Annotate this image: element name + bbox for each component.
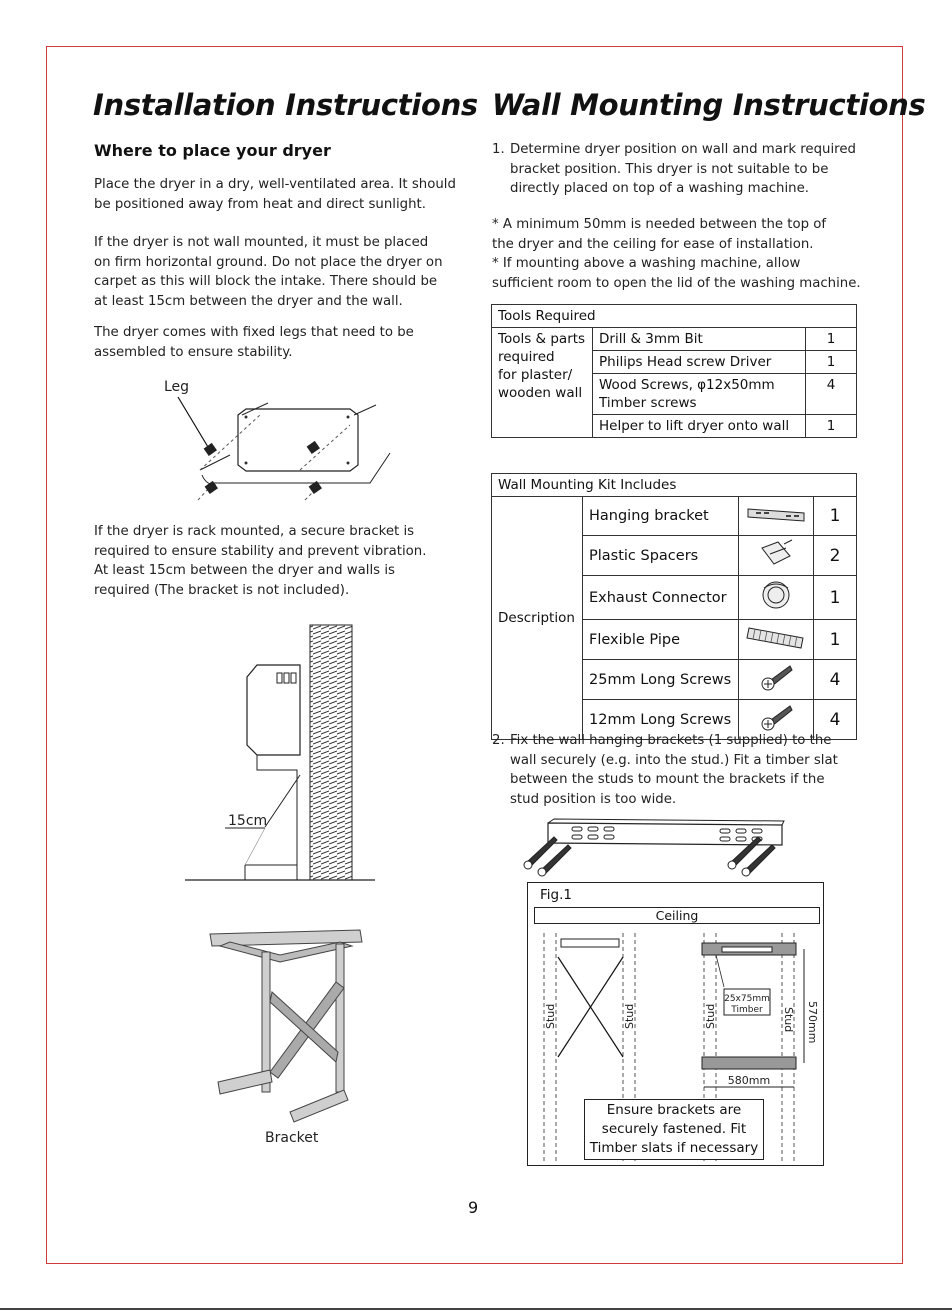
stud-label: Stud xyxy=(544,1003,557,1029)
stud-label: Stud xyxy=(704,1003,717,1029)
timber-size-label: 25x75mm xyxy=(724,994,770,1004)
text-line: Place the dryer in a dry, well-ventilated area. It should xyxy=(94,177,456,192)
kit-header: Wall Mounting Kit Includes xyxy=(492,474,857,497)
kit-item: Exhaust Connector xyxy=(583,576,739,620)
text-line: Determine dryer position on wall and mark required xyxy=(510,142,856,157)
step-2-number: 2. xyxy=(492,733,505,748)
clearance-label: 15cm xyxy=(228,813,268,829)
tools-header: Tools Required xyxy=(492,305,857,328)
text-line: sufficient room to open the lid of the washing machine. xyxy=(492,275,861,291)
tools-group-cell xyxy=(492,328,593,438)
text-line: required (The bracket is not included). xyxy=(94,582,350,598)
text-line: be positioned away from heat and direct sunlight. xyxy=(94,196,426,212)
text-line: directly placed on top of a washing machine. xyxy=(510,181,810,196)
tool-qty: 4 xyxy=(806,374,857,415)
text-line: securely fastened. Fit xyxy=(601,1121,747,1137)
tool-qty: 1 xyxy=(806,328,857,351)
hanging-bracket-icon xyxy=(746,503,806,525)
placement-subtitle: Where to place your dryer xyxy=(94,141,331,160)
kit-item: Flexible Pipe xyxy=(583,620,739,660)
kit-qty: 1 xyxy=(814,620,857,660)
step-1-number: 1. xyxy=(492,142,505,157)
table-header-row xyxy=(492,305,857,328)
kit-icon-cell xyxy=(739,660,814,700)
clearance-notes xyxy=(492,215,861,293)
rack-paragraph xyxy=(94,522,426,600)
height-dimension: 570mm xyxy=(806,1001,819,1044)
page-number: 9 xyxy=(468,1198,479,1217)
text-line: between the studs to mount the brackets if the xyxy=(510,772,825,787)
text-line: wall securely (e.g. into the stud.) Fit a timber slat xyxy=(510,752,838,768)
text-line: At least 15cm between the dryer and walls is xyxy=(94,563,395,578)
text-line: * A minimum 50mm is needed between the top of xyxy=(492,217,827,232)
ground-paragraph xyxy=(94,233,443,311)
kit-qty: 1 xyxy=(814,497,857,536)
text-line: If the dryer is rack mounted, a secure bracket is xyxy=(94,524,415,539)
step-1-text xyxy=(510,140,856,199)
wall-clearance-diagram xyxy=(185,615,385,890)
legs-paragraph xyxy=(94,323,414,362)
text-line: If the dryer is not wall mounted, it must be placed xyxy=(94,235,429,250)
tool-item: Drill & 3mm Bit xyxy=(593,328,806,351)
stud-label: Stud xyxy=(623,1003,636,1029)
kit-icon-cell xyxy=(739,497,814,536)
figure-label: Fig.1 xyxy=(540,887,572,903)
bracket-warning-box xyxy=(584,1099,764,1160)
table-header-row xyxy=(492,474,857,497)
kit-qty: 4 xyxy=(814,660,857,700)
kit-qty: 4 xyxy=(814,700,857,740)
screw-icon xyxy=(756,702,796,732)
ceiling-label: Ceiling xyxy=(534,907,820,924)
timber-label: Timber xyxy=(731,1005,763,1015)
legs-diagram xyxy=(150,375,410,510)
exhaust-connector-icon xyxy=(756,578,796,612)
text-line: required xyxy=(498,349,555,365)
kit-description-cell: Description xyxy=(492,497,583,740)
text-line: at least 15cm between the dryer and the wall. xyxy=(94,293,403,309)
kit-item: 25mm Long Screws xyxy=(583,660,739,700)
text-line: Timber screws xyxy=(599,395,697,411)
step-2-text xyxy=(510,731,838,809)
table-row xyxy=(492,497,857,536)
bottom-divider xyxy=(0,1308,952,1310)
installation-title: Installation Instructions xyxy=(93,88,478,122)
tools-required-table xyxy=(491,304,857,438)
stud-label: Stud xyxy=(782,1007,795,1033)
hanging-bracket-diagram xyxy=(520,815,790,877)
text-line: carpet as this will block the intake. There should be xyxy=(94,274,438,289)
kit-icon-cell xyxy=(739,620,814,660)
flexible-pipe-icon xyxy=(745,622,807,652)
plastic-spacer-icon xyxy=(756,538,796,568)
text-line: Ensure brackets are xyxy=(606,1102,742,1118)
text-line: on firm horizontal ground. Do not place the dryer on xyxy=(94,254,443,270)
kit-qty: 2 xyxy=(814,536,857,576)
text-line: bracket position. This dryer is not suitable to be xyxy=(510,161,829,177)
text-line: The dryer comes with fixed legs that need to be xyxy=(94,325,414,340)
text-line: for plaster/ xyxy=(498,367,573,383)
text-line: Fix the wall hanging brackets (1 supplied) to the xyxy=(510,733,832,748)
text-line: Timber slats if necessary xyxy=(589,1140,759,1156)
text-line: stud position is too wide. xyxy=(510,791,677,807)
placement-paragraph xyxy=(94,175,456,214)
kit-icon-cell xyxy=(739,576,814,620)
tool-item: Philips Head screw Driver xyxy=(593,351,806,374)
text-line: Wood Screws, φ12x50mm xyxy=(599,377,775,393)
text-line: Tools & parts xyxy=(498,331,586,347)
text-line: the dryer and the ceiling for ease of installation. xyxy=(492,236,814,252)
width-dimension: 580mm xyxy=(727,1074,771,1087)
kit-icon-cell xyxy=(739,536,814,576)
table-row xyxy=(492,328,857,351)
bracket-caption: Bracket xyxy=(265,1130,319,1146)
text-line: wooden wall xyxy=(498,385,583,401)
tool-item xyxy=(593,374,806,415)
kit-item: Hanging bracket xyxy=(583,497,739,536)
kit-qty: 1 xyxy=(814,576,857,620)
kit-item: Plastic Spacers xyxy=(583,536,739,576)
text-line: required to ensure stability and prevent vibration. xyxy=(94,543,427,559)
wall-mounting-title: Wall Mounting Instructions xyxy=(492,88,926,122)
text-line: assembled to ensure stability. xyxy=(94,344,293,360)
tool-qty: 1 xyxy=(806,351,857,374)
tool-qty: 1 xyxy=(806,415,857,438)
kit-item: 12mm Long Screws xyxy=(583,700,739,740)
leg-label: Leg xyxy=(164,379,190,395)
bracket-rack-image xyxy=(200,922,370,1127)
tool-item: Helper to lift dryer onto wall xyxy=(593,415,806,438)
screw-icon xyxy=(756,662,796,692)
mounting-kit-table xyxy=(491,473,857,740)
figure-1 xyxy=(527,882,824,1166)
text-line: * If mounting above a washing machine, allow xyxy=(492,256,801,271)
